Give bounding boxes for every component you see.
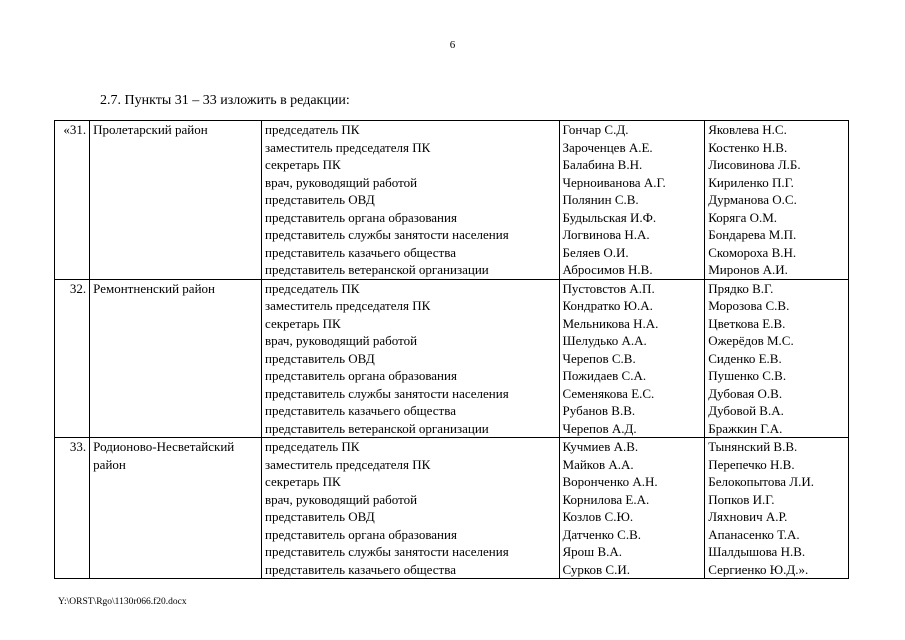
member-name-cell	[559, 438, 705, 579]
member-name: Полянин С.В.	[562, 192, 639, 207]
reserve-name: Апанасенко Т.А.	[708, 526, 800, 542]
commission-role: председатель ПК	[265, 439, 360, 454]
reserve-name: Пушенко С.В.	[708, 368, 787, 383]
member-name: Зароченцев А.Е.	[562, 139, 653, 155]
commission-role: представитель службы занятости населения	[265, 544, 509, 559]
commission-role: представитель казачьего общества	[265, 244, 456, 260]
member-name: Беляев О.И.	[562, 244, 629, 260]
reserve-name: Ожерёдов М.С.	[708, 333, 794, 348]
member-name: Воронченко А.Н.	[562, 474, 658, 489]
member-name: Черепов С.В.	[562, 350, 636, 366]
reserve-name: Дубовой В.А.	[708, 403, 784, 418]
page-number: 6	[449, 39, 456, 51]
member-name: Корнилова Е.А.	[562, 491, 650, 507]
reserve-name: Тынянский В.В.	[708, 439, 798, 454]
reserve-name: Миронов А.И.	[708, 262, 788, 277]
item-number: 33.	[55, 438, 90, 579]
member-name: Абросимов Н.В.	[562, 262, 653, 277]
reserve-name-cell	[705, 121, 849, 280]
member-name: Черепов А.Д.	[562, 420, 637, 436]
commission-table-body	[55, 121, 849, 579]
commission-role: представитель службы занятости населения	[265, 385, 509, 401]
commission-role: секретарь ПК	[265, 474, 341, 489]
item-number: «31.	[55, 121, 90, 280]
reserve-name: Сергиенко Ю.Д.».	[708, 561, 809, 577]
member-name: Пожидаев С.А.	[562, 368, 647, 383]
member-name: Пустовстов А.П.	[562, 280, 655, 296]
commission-role: врач, руководящий работой	[265, 174, 418, 190]
commission-role: секретарь ПК	[265, 157, 341, 172]
intro-paragraph: 2.7. Пункты 31 – 33 изложить в редакции:	[100, 93, 350, 108]
reserve-name: Бондарева М.П.	[708, 227, 797, 242]
reserve-name: Коряга О.М.	[708, 209, 778, 225]
commission-role: врач, руководящий работой	[265, 491, 418, 507]
member-name: Майков А.А.	[562, 456, 634, 472]
commission-role: представитель ветеранской организации	[265, 262, 489, 277]
reserve-name: Морозова С.В.	[708, 298, 790, 313]
commission-role: секретарь ПК	[265, 315, 341, 331]
commission-role: председатель ПК	[265, 280, 360, 296]
commission-role: председатель ПК	[265, 122, 360, 137]
member-name: Шелудько А.А.	[562, 333, 647, 348]
commission-role: заместитель председателя ПК	[265, 139, 431, 155]
commission-role: заместитель председателя ПК	[265, 456, 431, 472]
commission-role: представитель казачьего общества	[265, 561, 456, 577]
member-name: Гончар С.Д.	[562, 122, 629, 137]
member-name: Мельникова Н.А.	[562, 315, 659, 331]
table-row	[55, 438, 849, 579]
member-name: Будыльская И.Ф.	[562, 209, 657, 225]
member-name: Балабина В.Н.	[562, 157, 643, 172]
table-row	[55, 279, 849, 438]
member-name: Сурков С.И.	[562, 561, 630, 577]
member-name: Черноиванова А.Г.	[562, 174, 666, 190]
commission-role-cell	[262, 279, 559, 438]
reserve-name: Цветкова Е.В.	[708, 315, 786, 331]
commission-role: представитель ОВД	[265, 509, 375, 524]
commission-role: представитель органа образования	[265, 209, 457, 225]
member-name: Логвинова Н.А.	[562, 227, 650, 242]
reserve-name: Прядко В.Г.	[708, 280, 774, 296]
reserve-name: Костенко Н.В.	[708, 139, 788, 155]
reserve-name: Белокопытова Л.И.	[708, 474, 815, 489]
reserve-name: Скомороха В.Н.	[708, 244, 797, 260]
reserve-name: Ляхнович А.Р.	[708, 509, 788, 524]
commission-role: заместитель председателя ПК	[265, 298, 431, 313]
reserve-name: Бражкин Г.А.	[708, 420, 783, 436]
district-name: Родионово-Несветайский район	[90, 438, 262, 579]
reserve-name: Лисовинова Л.Б.	[708, 157, 801, 172]
reserve-name-cell	[705, 438, 849, 579]
member-name: Ярош В.А.	[562, 544, 623, 559]
reserve-name: Кириленко П.Г.	[708, 174, 794, 190]
commission-role: представитель органа образования	[265, 526, 457, 542]
reserve-name: Яковлева Н.С.	[708, 122, 787, 137]
district-name: Пролетарский район	[90, 121, 262, 280]
table-row	[55, 121, 849, 280]
commission-role: представитель ветеранской организации	[265, 420, 489, 436]
commission-role-cell	[262, 121, 559, 280]
member-name: Кучмиев А.В.	[562, 439, 639, 454]
reserve-name: Дурманова О.С.	[708, 192, 797, 207]
reserve-name: Попков И.Г.	[708, 491, 775, 507]
member-name: Семенякова Е.С.	[562, 385, 655, 401]
commission-role: представитель службы занятости населения	[265, 227, 509, 242]
reserve-name: Шалдышова Н.В.	[708, 544, 806, 559]
file-path-footer: Y:\ORST\Rgo\1130r066.f20.docx	[58, 597, 187, 607]
district-name: Ремонтненский район	[90, 279, 262, 438]
member-name: Козлов С.Ю.	[562, 509, 634, 524]
commission-role: врач, руководящий работой	[265, 333, 418, 348]
reserve-name-cell	[705, 279, 849, 438]
reserve-name: Сиденко Е.В.	[708, 350, 782, 366]
commission-role: представитель ОВД	[265, 192, 375, 207]
member-name-cell	[559, 121, 705, 280]
member-name-cell	[559, 279, 705, 438]
reserve-name: Дубовая О.В.	[708, 385, 783, 401]
member-name: Кондратко Ю.А.	[562, 298, 653, 313]
commission-role: представитель ОВД	[265, 350, 375, 366]
commission-role: представитель казачьего общества	[265, 403, 456, 418]
member-name: Рубанов В.В.	[562, 403, 636, 418]
item-number: 32.	[55, 279, 90, 438]
member-name: Датченко С.В.	[562, 526, 642, 542]
reserve-name: Перепечко Н.В.	[708, 456, 795, 472]
commission-role: представитель органа образования	[265, 368, 457, 383]
commission-table	[54, 120, 849, 579]
commission-role-cell	[262, 438, 559, 579]
